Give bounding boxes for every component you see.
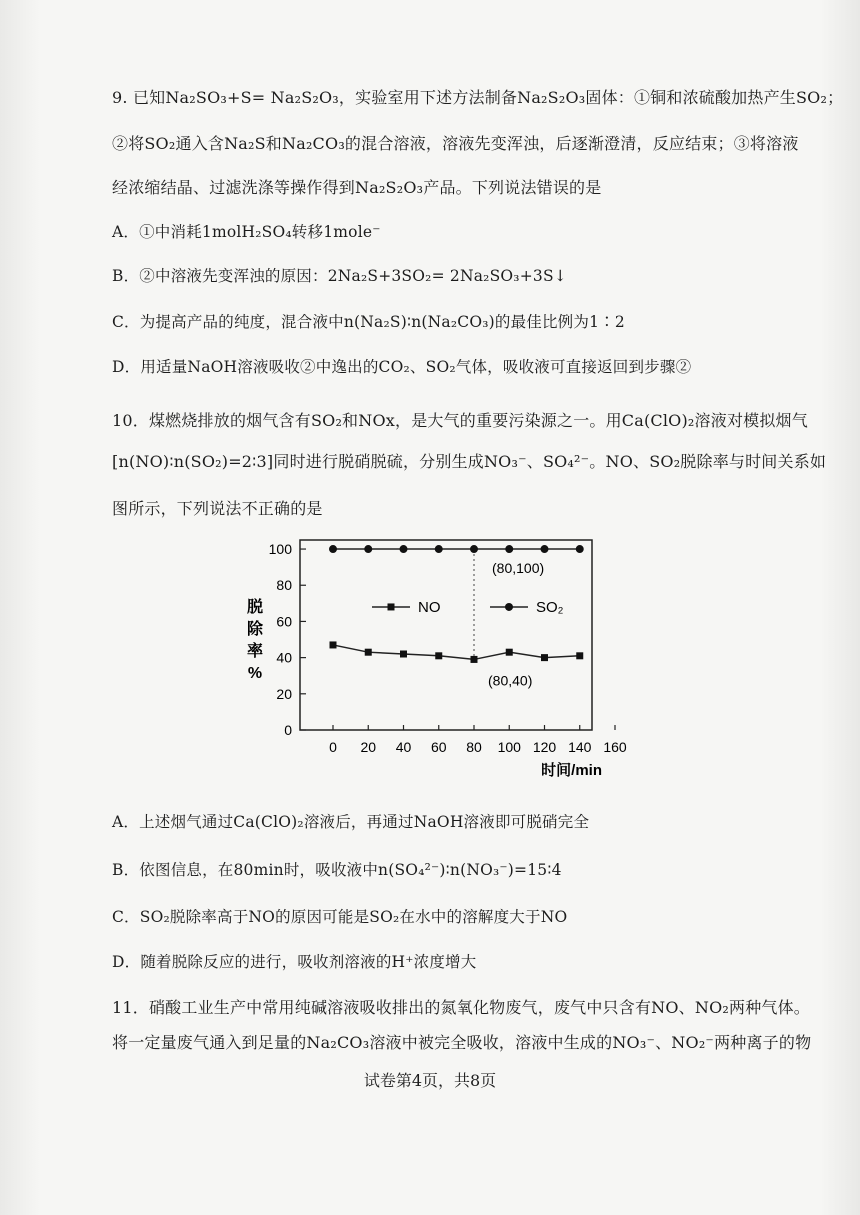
- y-axis-label-char: 除: [246, 621, 264, 638]
- q10-line-2: [n(NO)∶n(SO₂)=2∶3]同时进行脱硝脱硫，分别生成NO₃⁻、SO₄²⁻。NO、SO₂脱除率与时间关系如: [112, 452, 827, 471]
- data-point-no: [400, 651, 407, 658]
- data-point-no: [506, 649, 513, 656]
- q10-option-d: D．随着脱除反应的进行，吸收剂溶液的H⁺浓度增大: [112, 953, 477, 971]
- plot-frame: [300, 540, 592, 730]
- y-tick-label: 80: [276, 577, 292, 594]
- data-point-no: [576, 652, 583, 659]
- q10-option-c: C．SO₂脱除率高于NO的原因可能是SO₂在水中的溶解度大于NO: [112, 908, 568, 926]
- y-axis-label-char: 率: [246, 643, 264, 660]
- data-point-so2: [541, 545, 549, 553]
- q9-option-b: B．②中溶液先变浑浊的原因：2Na₂S+3SO₂= 2Na₂SO₃+3S↓: [112, 267, 567, 285]
- data-point-so2: [576, 545, 584, 553]
- data-point-so2: [470, 545, 478, 553]
- data-point-no: [471, 656, 478, 663]
- y-tick-label: 20: [276, 685, 292, 702]
- legend-label-so2: SO₂: [536, 598, 564, 616]
- data-point-so2: [505, 545, 513, 553]
- page-footer: 试卷第4页，共8页: [363, 1071, 497, 1090]
- data-point-so2: [364, 545, 372, 553]
- legend-marker-so2: [505, 603, 513, 611]
- q10-line-1: 10．煤燃烧排放的烟气含有SO₂和NOx，是大气的重要污染源之一。用Ca(ClO)₂溶液对模拟烟气: [112, 411, 808, 430]
- y-tick-label: 60: [276, 613, 292, 630]
- q11-line-2: 将一定量废气通入到足量的Na₂CO₃溶液中被完全吸收，溶液中生成的NO₃⁻、NO₂⁻两种离子的物: [112, 1033, 812, 1052]
- x-tick-label: 60: [430, 739, 447, 755]
- data-point-so2: [329, 545, 337, 553]
- y-tick-label: 100: [268, 541, 292, 558]
- data-point-so2: [400, 545, 408, 553]
- q9-option-c: C．为提高产品的纯度，混合液中n(Na₂S)∶n(Na₂CO₃)的最佳比例为1∶2: [112, 313, 625, 331]
- data-point-no: [541, 654, 548, 661]
- x-tick-label: 160: [603, 739, 627, 755]
- removal-rate-chart: [240, 530, 627, 785]
- x-tick-label: 120: [532, 739, 557, 755]
- x-tick-label: 40: [395, 739, 412, 755]
- q10-line-3: 图所示，下列说法不正确的是: [112, 499, 323, 518]
- y-tick-label: 0: [284, 722, 292, 738]
- data-point-no: [330, 641, 337, 648]
- q9-option-d: D．用适量NaOH溶液吸收②中逸出的CO₂、SO₂气体，吸收液可直接返回到步骤②: [112, 358, 692, 376]
- x-axis-label: 时间/min: [541, 762, 602, 779]
- legend-marker-no: [388, 603, 395, 610]
- annotation-80-100: (80,100): [492, 560, 545, 577]
- q9-line-1: 9. 已知Na₂SO₃+S= Na₂S₂O₃，实验室用下述方法制备Na₂S₂O₃固体：①铜和浓硫酸加热产生SO₂；: [112, 88, 844, 107]
- x-tick-label: 140: [568, 739, 592, 755]
- x-tick-label: 0: [329, 739, 337, 755]
- q9-line-3: 经浓缩结晶、过滤洗涤等操作得到Na₂S₂O₃产品。下列说法错误的是: [112, 178, 602, 197]
- q10-option-b: B．依图信息，在80min时，吸收液中n(SO₄²⁻)∶n(NO₃⁻)=15∶4: [112, 861, 562, 879]
- x-tick-label: 100: [497, 739, 521, 755]
- annotation-80-40: (80,40): [488, 672, 533, 689]
- x-tick-label: 20: [360, 739, 377, 755]
- data-point-no: [365, 649, 372, 656]
- q9-option-a: A．①中消耗1molH₂SO₄转移1mole⁻: [112, 223, 381, 241]
- data-point-so2: [435, 545, 443, 553]
- data-point-no: [435, 652, 442, 659]
- x-tick-label: 80: [466, 739, 482, 755]
- legend-label-no: NO: [418, 598, 441, 616]
- y-tick-label: 40: [276, 649, 292, 666]
- q11-line-1: 11．硝酸工业生产中常用纯碱溶液吸收排出的氮氧化物废气，废气中只含有NO、NO₂两种气体。: [112, 998, 811, 1017]
- y-axis-label-char: 脱: [246, 599, 264, 616]
- y-axis-label-char: %: [247, 665, 263, 682]
- q9-line-2: ②将SO₂通入含Na₂S和Na₂CO₃的混合溶液，溶液先变浑浊，后逐渐澄清，反应结束；③将溶液: [112, 134, 799, 153]
- q10-option-a: A．上述烟气通过Ca(ClO)₂溶液后，再通过NaOH溶液即可脱硝完全: [112, 813, 590, 831]
